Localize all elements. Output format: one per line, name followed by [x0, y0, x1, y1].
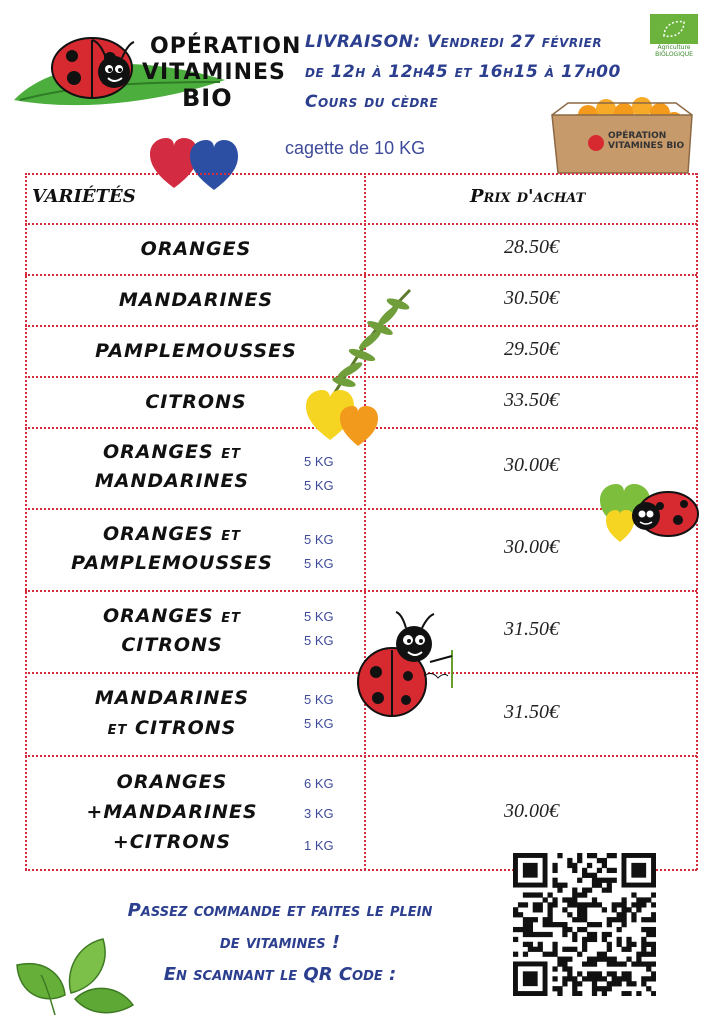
crate-label: OPÉRATION VITAMINES BIO [608, 131, 685, 151]
variety-name: ORANGES [116, 771, 228, 793]
hearts-icon [148, 136, 240, 192]
quantity-label: 5 KG [304, 692, 334, 707]
quantity-label: 5 KG [304, 716, 334, 731]
variety-name: PAMPLEMOUSSES [95, 340, 297, 362]
qr-code-icon[interactable] [513, 853, 656, 996]
variety-name: ORANGES et [102, 441, 241, 463]
quantity-label: 5 KG [304, 478, 334, 493]
table-divider [25, 274, 697, 276]
eu-label-line-2: BIOLOGIQUE [655, 51, 693, 58]
cta-line-2: de vitamines ! [219, 932, 341, 953]
variety-name: ORANGES et [102, 605, 241, 627]
eu-label-line-1: Agriculture [657, 44, 691, 51]
table-column-divider [364, 173, 366, 870]
variety-name: MANDARINES [94, 470, 250, 492]
orange-crate-icon [548, 95, 696, 175]
quantity-label: 5 KG [304, 633, 334, 648]
variety-name: MANDARINES [94, 687, 250, 709]
price-value: 28.50€ [504, 236, 559, 258]
logo-line-1: OPÉRATION [150, 34, 302, 59]
price-value: 33.50€ [504, 389, 559, 411]
variety-name: CITRONS [145, 391, 247, 413]
price-value: 30.00€ [504, 454, 559, 476]
quantity-label: 6 KG [304, 776, 334, 791]
column-header-price: Prix d'achat [470, 186, 586, 207]
price-value: 30.00€ [504, 536, 559, 558]
quantity-label: 5 KG [304, 454, 334, 469]
variety-name: MANDARINES [118, 289, 274, 311]
brand-logo [10, 22, 302, 112]
eu-organic-label [642, 44, 706, 58]
price-value: 30.50€ [504, 287, 559, 309]
table-divider [25, 223, 697, 225]
variety-name: ORANGES [140, 238, 252, 260]
logo-line-2: VITAMINES [142, 60, 286, 85]
quantity-label: 1 KG [304, 838, 334, 853]
price-value: 30.00€ [504, 800, 559, 822]
ladybug-icon [598, 470, 708, 550]
variety-name: ORANGES et [102, 523, 241, 545]
quantity-label: 5 KG [304, 532, 334, 547]
table-border-top [25, 173, 697, 175]
logo-line-3: BIO [182, 84, 233, 112]
ladybug-writing-icon [352, 610, 472, 725]
cta-line-3: En scannant le QR Code : [163, 964, 397, 985]
basil-icon [15, 935, 135, 1015]
price-value: 29.50€ [504, 338, 559, 360]
variety-name: CITRONS [121, 634, 223, 656]
quantity-label: 5 KG [304, 609, 334, 624]
delivery-location: Cours du cèdre [305, 92, 439, 112]
column-header-variety: VARIÉTÉS [32, 186, 136, 207]
variety-name: PAMPLEMOUSSES [71, 552, 273, 574]
rosemary-icon [300, 280, 420, 450]
quantity-label: 3 KG [304, 806, 334, 821]
quantity-label: 5 KG [304, 556, 334, 571]
crate-weight-subtitle: cagette de 10 KG [285, 138, 426, 158]
table-divider [25, 755, 697, 757]
variety-name: et CITRONS [107, 717, 237, 739]
variety-name: +MANDARINES [86, 801, 258, 823]
price-value: 31.50€ [504, 618, 559, 640]
price-value: 31.50€ [504, 701, 559, 723]
table-divider [25, 508, 697, 510]
delivery-date: LIVRAISON: Vendredi 27 février [305, 32, 603, 52]
cta-line-1: Passez commande et faites le plein [127, 900, 433, 921]
delivery-hours: de 12h à 12h45 et 16h15 à 17h00 [305, 62, 621, 82]
table-divider [25, 590, 697, 592]
variety-name: +CITRONS [112, 831, 232, 853]
